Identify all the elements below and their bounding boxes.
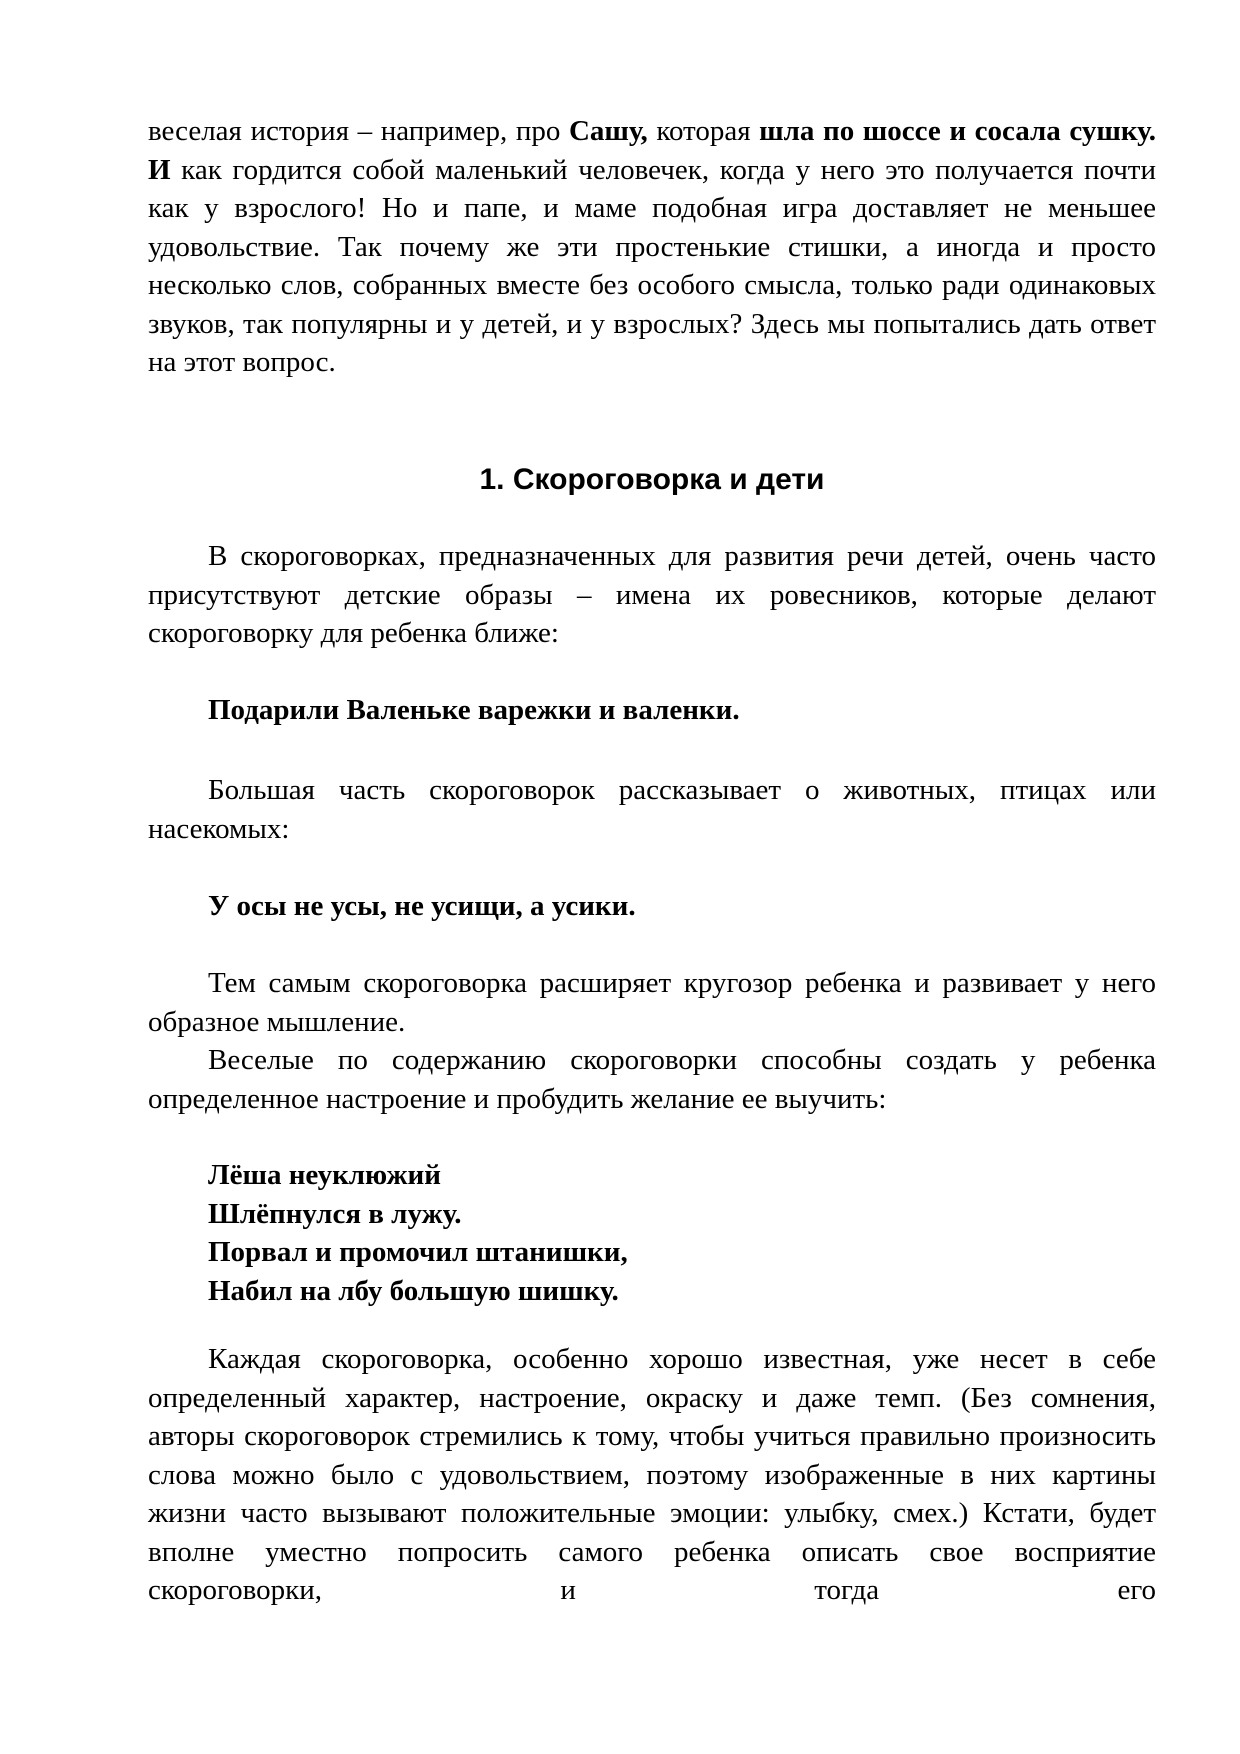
poem-line: Шлёпнулся в лужу.: [208, 1197, 462, 1230]
intro-text-2: которая: [647, 115, 760, 147]
paragraph-children-images: В скороговорках, предназначенных для развития речи детей, очень часто присутствуют детские образы – имена их ровесников, которые делают скороговорку для ребенка ближе:: [148, 540, 1156, 649]
intro-bold-name: Сашу,: [568, 115, 648, 147]
paragraph-animals: Большая часть скороговорок рассказывает о животных, птицах или насекомых:: [148, 774, 1156, 845]
intro-text-1: веселая история – например, про: [148, 115, 569, 147]
paragraph-mood: Веселые по содержанию скороговорки способны создать у ребенка определенное настроение и пробудить желание ее выучить:: [148, 1044, 1156, 1115]
poem-line: Набил на лбу большую шишку.: [208, 1274, 619, 1307]
poem-line: Порвал и промочил штанишки,: [208, 1236, 628, 1268]
intro-paragraph: [148, 112, 1156, 382]
poem-lesha: [208, 1156, 1156, 1310]
paragraph-character: Каждая скороговорка, особенно хорошо известная, уже несет в себе определенный характер, настроение, окраску и даже темп. (Без сомнения, авторы скороговорок стремились к тому, чтобы учиться правильно произносить слова можно было с удовольствием, поэтому изображенные в них картины жизни часто вызывают положительные эмоции: улыбку, смех.) Кстати, будет вполне уместно попросить самого ребенка описать свое восприятие скороговорки, и тогда его: [148, 1343, 1156, 1606]
section-heading: 1. Скороговорка и дети: [479, 463, 825, 496]
tongue-twister-valenka: Подарили Валеньке варежки и валенки.: [208, 694, 740, 726]
tongue-twister-osa: У осы не усы, не усищи, а усики.: [208, 890, 636, 922]
paragraph-outlook: Тем самым скороговорка расширяет кругозор ребенка и развивает у него образное мышление.: [148, 967, 1156, 1038]
poem-line: Лёша неуклюжий: [208, 1159, 441, 1191]
intro-text-3: как гордится собой маленький человечек, когда у него это получается почти как у взрослого! Но и папе, и маме подобная игра доставляет не меньшее удовольствие. Так почему же эти простенькие стишки, а иногда и просто несколько слов, собранных вместе без особого смысла, только ради одинаковых звуков, так популярны и у детей, и у взрослых? Здесь мы попытались дать ответ на этот вопрос.: [148, 153, 1156, 378]
intro-bold-twister: шла по шоссе и сосала сушку. И: [148, 115, 1156, 186]
